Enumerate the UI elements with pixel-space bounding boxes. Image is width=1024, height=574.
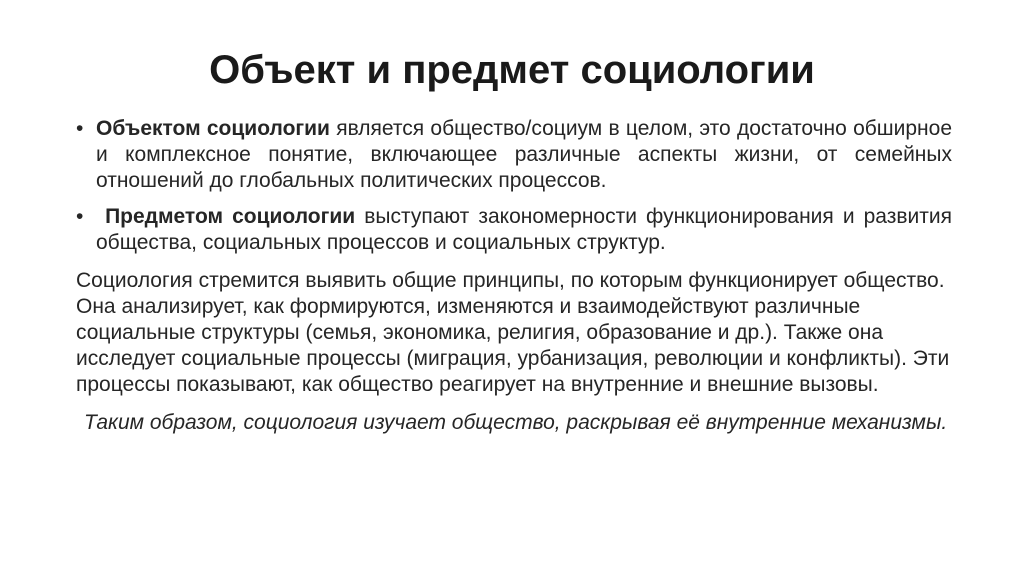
body-paragraph: Социология стремится выявить общие принципы, по которым функционирует общество. Она анализирует, как формируются, изменяются и взаимодействуют различные социальные структуры (семья, экономика, религия, образование и др.). Также она исследует социальные процессы (миграция, урбанизация, революции и конфликты). Эти процессы показывают, как общество реагирует на внутренние и внешние вызовы. (76, 269, 950, 396)
bullet-object (76, 116, 952, 194)
conclusion-paragraph: Таким образом, социология изучает общество, раскрывая её внутренние механизмы. (84, 411, 948, 434)
bullet-subject (76, 204, 952, 256)
bullet-object-text: является общество/социум в целом, это достаточно обширное и комплексное понятие, включающее различные аспекты жизни, от семейных отношений до глобальных политических процессов. (96, 117, 952, 192)
bullet-object-term: Объектом социологии (96, 117, 330, 140)
bullet-subject-term: Предметом социологии (105, 205, 356, 228)
slide-content (76, 116, 952, 436)
bullet-marker: • (76, 205, 84, 228)
bullet-subject-text: выступают закономерности функционирования и развития общества, социальных процессов и социальных структур. (96, 205, 952, 254)
slide-title: Объект и предмет социологии (209, 48, 815, 92)
bullet-marker: • (76, 117, 84, 140)
